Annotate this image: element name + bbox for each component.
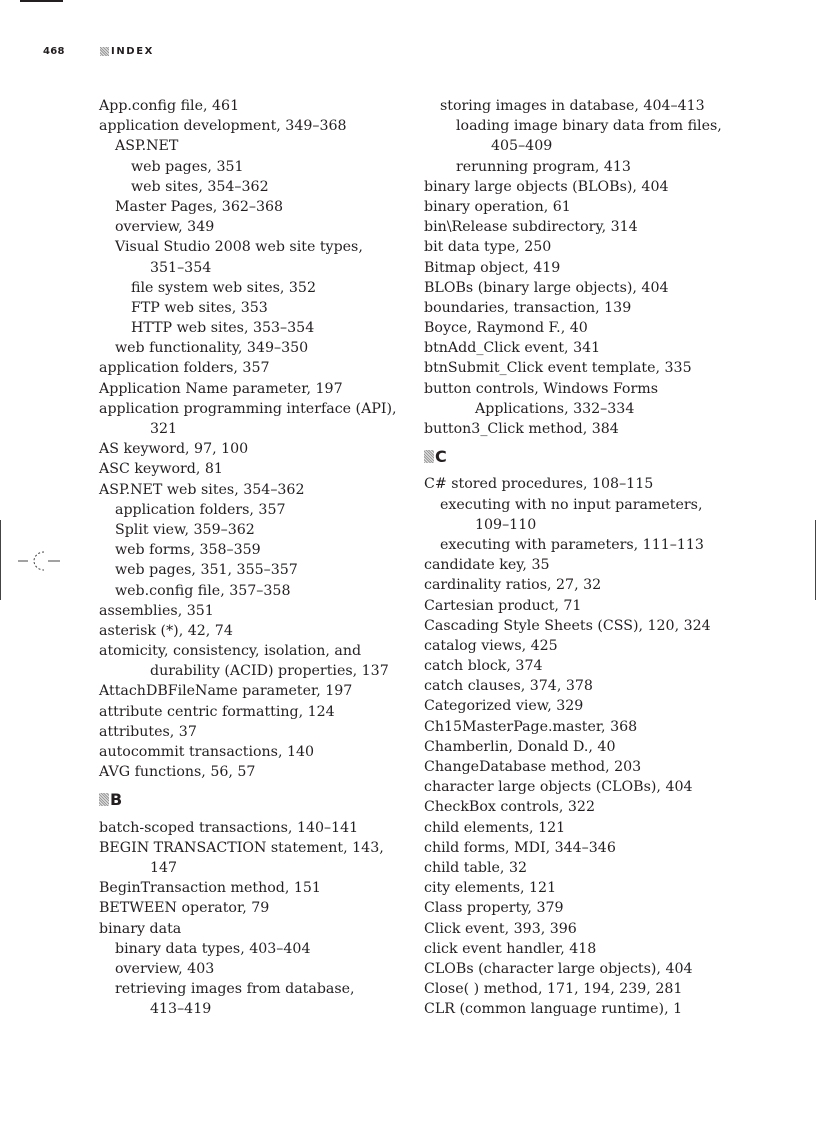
- index-subentry: web.config file, 357–358: [115, 582, 291, 599]
- index-entry-continuation: 147: [150, 859, 178, 876]
- index-entry: Boyce, Raymond F., 40: [424, 320, 588, 337]
- index-entry: BeginTransaction method, 151: [99, 880, 321, 897]
- header-marker-icon: [100, 47, 109, 56]
- index-entry: child table, 32: [424, 859, 527, 876]
- index-entry: child elements, 121: [424, 819, 566, 836]
- index-entry: city elements, 121: [424, 880, 557, 897]
- index-entry: atomicity, consistency, isolation, and: [99, 643, 362, 660]
- index-entry: batch-scoped transactions, 140–141: [99, 819, 359, 836]
- index-subentry: web pages, 351, 355–357: [115, 562, 298, 579]
- index-entry: Categorized view, 329: [424, 698, 584, 715]
- left-margin-line: [0, 520, 1, 600]
- index-entry: ChangeDatabase method, 203: [424, 759, 642, 775]
- index-subentry: overview, 403: [115, 960, 215, 977]
- index-entry: AttachDBFileName parameter, 197: [99, 683, 353, 700]
- header-title: INDEX: [111, 45, 154, 57]
- index-subentry: web functionality, 349–350: [115, 340, 309, 357]
- index-entry: bit data type, 250: [424, 239, 552, 256]
- index-entry: BEGIN TRANSACTION statement, 143,: [99, 839, 384, 856]
- index-entry: application folders, 357: [99, 360, 270, 377]
- index-subentry: FTP web sites, 353: [131, 299, 268, 316]
- section-heading-c: [424, 446, 754, 466]
- index-subentry: rerunning program, 413: [456, 158, 631, 175]
- index-subentry: ASP.NET: [115, 138, 179, 155]
- section-marker-icon: [424, 450, 434, 463]
- index-subentry: web pages, 351: [131, 158, 244, 175]
- index-entry-continuation: 405–409: [491, 138, 553, 155]
- index-entry: catch clauses, 374, 378: [424, 678, 593, 695]
- index-entry: AS keyword, 97, 100: [99, 441, 249, 458]
- index-entry: character large objects (CLOBs), 404: [424, 779, 693, 796]
- top-rule: [20, 0, 63, 2]
- index-entry: Cascading Style Sheets (CSS), 120, 324: [424, 617, 711, 634]
- index-entry: CLOBs (character large objects), 404: [424, 960, 693, 977]
- index-entry: click event handler, 418: [424, 940, 597, 957]
- index-entry: Class property, 379: [424, 900, 564, 917]
- section-letter: C: [435, 446, 447, 466]
- index-entry: Cartesian product, 71: [424, 597, 582, 614]
- index-entry: BETWEEN operator, 79: [99, 900, 270, 917]
- index-entry: attributes, 37: [99, 723, 197, 740]
- index-entry: btnSubmit_Click event template, 335: [424, 360, 692, 377]
- index-entry: Application Name parameter, 197: [99, 380, 343, 397]
- index-entry: binary large objects (BLOBs), 404: [424, 178, 669, 195]
- index-subentry: HTTP web sites, 353–354: [131, 320, 315, 337]
- index-entry-continuation: 413–419: [150, 1001, 212, 1018]
- index-entry-continuation: durability (ACID) properties, 137: [150, 663, 389, 680]
- index-subentry: file system web sites, 352: [131, 279, 316, 296]
- index-entry: catch block, 374: [424, 658, 543, 675]
- running-header: [43, 44, 154, 58]
- index-entry: assemblies, 351: [99, 602, 214, 619]
- index-entry: C# stored procedures, 108–115: [424, 476, 654, 493]
- index-entry: CheckBox controls, 322: [424, 799, 595, 816]
- index-entry: bin\Release subdirectory, 314: [424, 219, 638, 236]
- index-entry-continuation: Applications, 332–334: [475, 400, 635, 417]
- section-heading-b: [99, 789, 399, 809]
- index-entry: Ch15MasterPage.master, 368: [424, 718, 638, 735]
- index-entry-continuation: 321: [150, 421, 178, 437]
- index-entry: catalog views, 425: [424, 637, 558, 654]
- index-entry-continuation: 109–110: [475, 516, 537, 533]
- index-column-right: [424, 96, 754, 1019]
- index-entry: btnAdd_Click event, 341: [424, 340, 601, 357]
- registration-mark-icon: [18, 548, 60, 574]
- index-entry: Close( ) method, 171, 194, 239, 281: [424, 981, 683, 998]
- index-subentry: web sites, 354–362: [131, 178, 269, 195]
- index-entry: CLR (common language runtime), 1: [424, 1001, 683, 1018]
- index-entry: asterisk (*), 42, 74: [99, 622, 233, 639]
- index-entry: application development, 349–368: [99, 118, 347, 135]
- index-entry: cardinality ratios, 27, 32: [424, 577, 602, 594]
- index-entry: Click event, 393, 396: [424, 920, 577, 937]
- index-subentry: overview, 349: [115, 219, 215, 236]
- index-entry-continuation: 351–354: [150, 259, 212, 276]
- index-entry: button3_Click method, 384: [424, 421, 619, 437]
- index-entry: App.config file, 461: [99, 98, 240, 114]
- index-subentry: binary data types, 403–404: [115, 940, 311, 957]
- index-column-left: [99, 96, 399, 1019]
- section-letter: B: [110, 789, 123, 809]
- page-number: 468: [43, 45, 65, 57]
- index-subentry: web forms, 358–359: [115, 542, 261, 559]
- index-subentry: executing with no input parameters,: [440, 496, 703, 513]
- index-entry: Chamberlin, Donald D., 40: [424, 738, 616, 755]
- index-subentry: retrieving images from database,: [115, 981, 355, 998]
- index-subentry: application folders, 357: [115, 501, 286, 518]
- index-entry: Bitmap object, 419: [424, 259, 561, 276]
- index-entry: ASP.NET web sites, 354–362: [99, 481, 305, 498]
- index-entry: autocommit transactions, 140: [99, 744, 315, 760]
- index-entry: AVG functions, 56, 57: [99, 764, 256, 781]
- index-entry: binary operation, 61: [424, 198, 571, 215]
- index-entry: ASC keyword, 81: [99, 461, 223, 478]
- index-entry: attribute centric formatting, 124: [99, 703, 335, 720]
- index-subentry: storing images in database, 404–413: [440, 98, 705, 114]
- index-subentry: Split view, 359–362: [115, 521, 255, 538]
- index-entry: application programming interface (API),: [99, 400, 397, 417]
- index-entry: boundaries, transaction, 139: [424, 299, 632, 316]
- index-subentry: executing with parameters, 111–113: [440, 536, 704, 553]
- index-entry: candidate key, 35: [424, 557, 550, 574]
- index-entry: BLOBs (binary large objects), 404: [424, 279, 669, 296]
- index-subentry: Visual Studio 2008 web site types,: [115, 239, 363, 256]
- index-entry: button controls, Windows Forms: [424, 380, 658, 397]
- index-entry: binary data: [99, 920, 182, 937]
- section-marker-icon: [99, 793, 109, 806]
- index-subentry: loading image binary data from files,: [456, 118, 722, 135]
- index-entry: child forms, MDI, 344–346: [424, 839, 616, 856]
- index-subentry: Master Pages, 362–368: [115, 198, 284, 215]
